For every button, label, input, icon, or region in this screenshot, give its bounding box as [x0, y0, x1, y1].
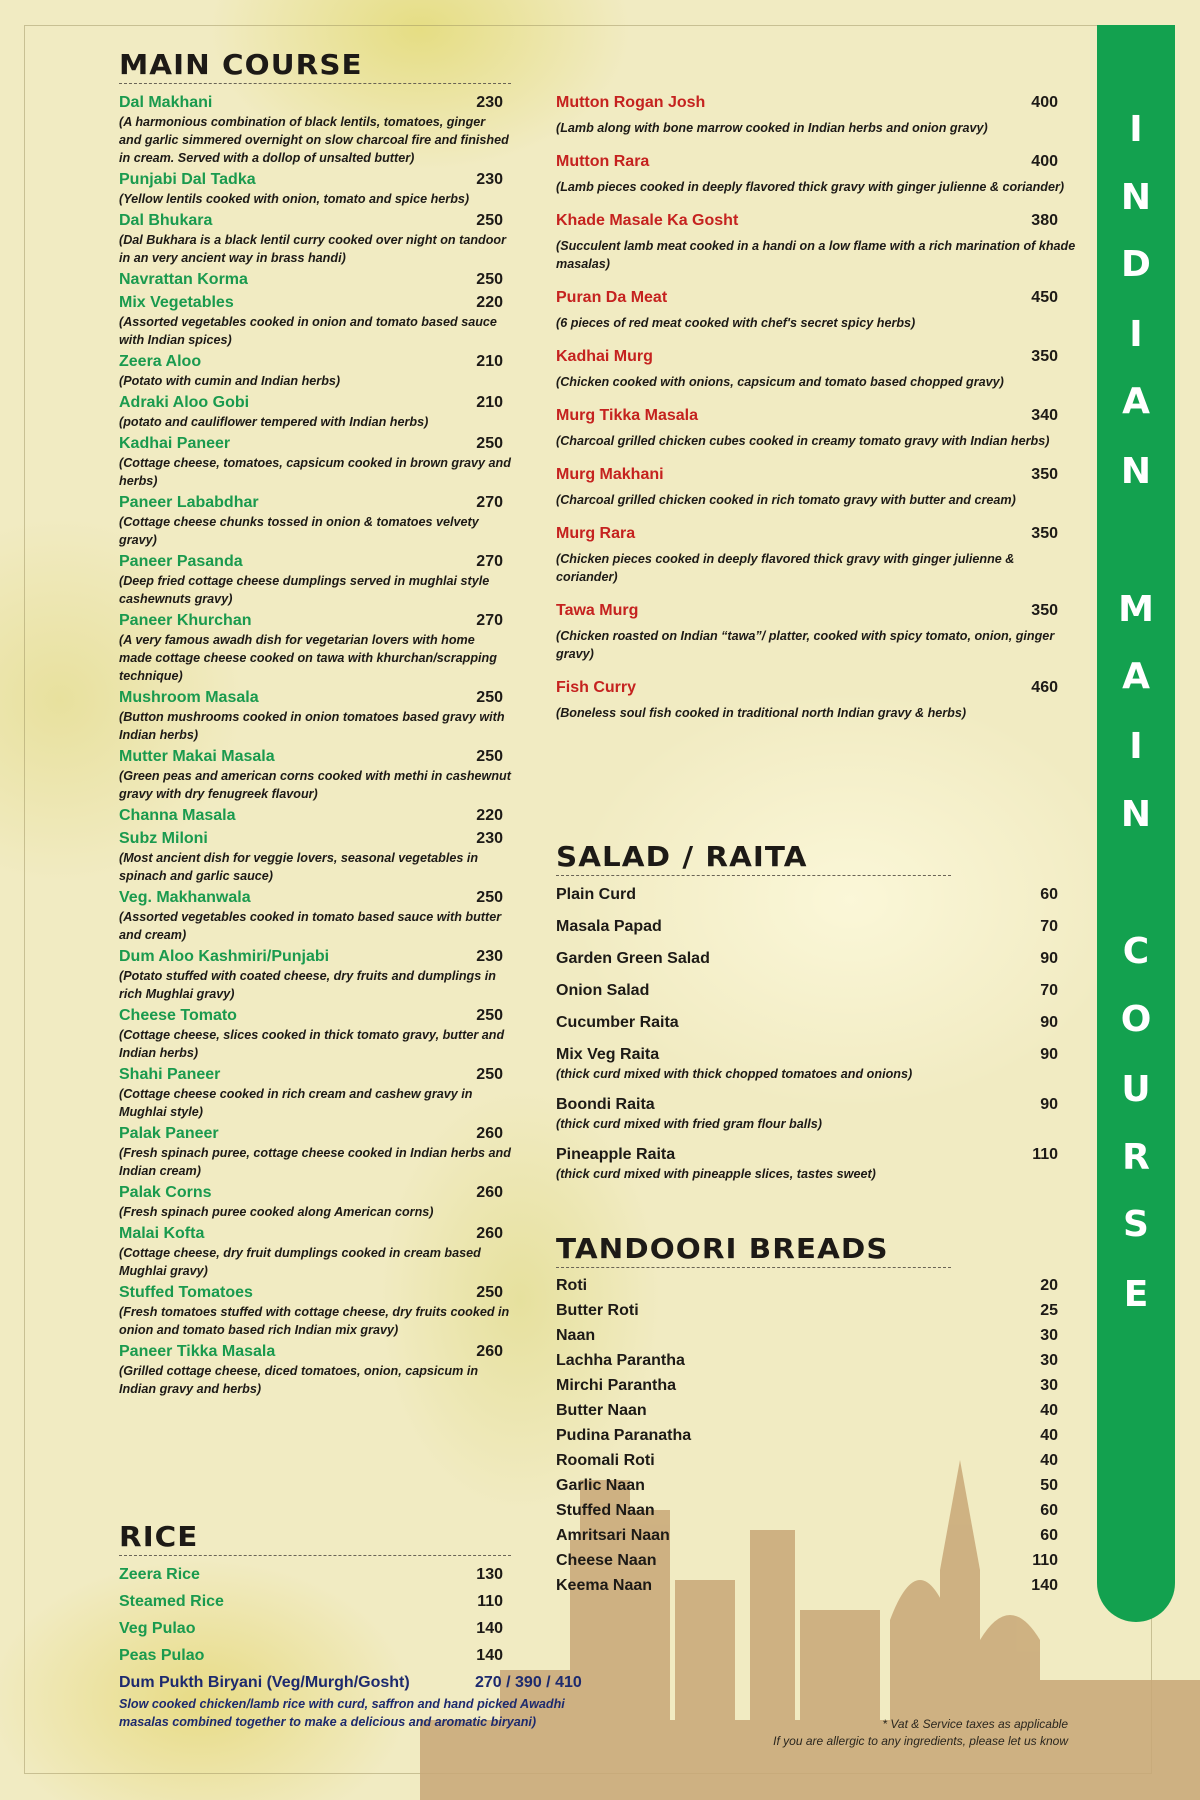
- item-name: Mushroom Masala: [119, 689, 259, 706]
- menu-item: [556, 1475, 1058, 1496]
- item-price: 40: [1040, 1452, 1058, 1469]
- menu-item: [556, 1450, 1058, 1471]
- item-name: Shahi Paneer: [119, 1066, 221, 1083]
- section-title-main-course: MAIN COURSE: [119, 48, 363, 81]
- item-price: 400: [1031, 94, 1058, 111]
- item-name: Navrattan Korma: [119, 271, 248, 288]
- item-description: (Cottage cheese chunks tossed in onion & tomatoes velvety gravy): [119, 515, 479, 547]
- item-description: (Succulent lamb meat cooked in a handi on a low flame with a rich marination of khade masalas): [556, 239, 1076, 271]
- item-price: 400: [1031, 153, 1058, 170]
- menu-item: [119, 292, 511, 349]
- item-price: 110: [1032, 1146, 1058, 1163]
- item-price: 450: [1031, 289, 1058, 306]
- item-description: (Deep fried cottage cheese dumplings served in mughlai style cashewnuts gravy): [119, 574, 490, 606]
- menu-item: [119, 351, 511, 390]
- item-price: 90: [1040, 1046, 1058, 1063]
- banner-letter: M: [1118, 589, 1154, 630]
- banner-letter: N: [1120, 177, 1152, 218]
- salad-raita-list: [556, 884, 1058, 1183]
- item-price: 30: [1040, 1377, 1058, 1394]
- menu-item: [119, 551, 511, 608]
- item-name: Mirchi Parantha: [556, 1377, 677, 1394]
- menu-item: [556, 1325, 1058, 1346]
- rice-section: [119, 1520, 582, 1731]
- item-price: 60: [1040, 1527, 1058, 1544]
- item-description: (6 pieces of red meat cooked with chef's secret spicy herbs): [556, 316, 916, 330]
- item-price: 270: [476, 612, 503, 629]
- menu-item: [119, 1282, 511, 1339]
- item-name: Mix Vegetables: [119, 294, 234, 311]
- item-description: (Cottage cheese, dry fruit dumplings cooked in cream based Mughlai gravy): [119, 1246, 481, 1278]
- item-name: Subz Miloni: [119, 830, 208, 847]
- item-name: Paneer Lababdhar: [119, 494, 259, 511]
- item-name: Paneer Tikka Masala: [119, 1343, 276, 1360]
- item-description: (Lamb along with bone marrow cooked in Indian herbs and onion gravy): [556, 121, 988, 135]
- banner-letter: N: [1120, 794, 1152, 835]
- item-name: Palak Paneer: [119, 1125, 219, 1142]
- banner-letter: O: [1120, 999, 1152, 1040]
- item-name: Butter Naan: [556, 1402, 647, 1419]
- item-name: Murg Rara: [556, 525, 636, 542]
- item-name: Khade Masale Ka Gosht: [556, 212, 739, 229]
- indian-main-course-banner: [1097, 25, 1175, 1622]
- item-name: Naan: [556, 1327, 596, 1344]
- item-description: (Grilled cottage cheese, diced tomatoes, onion, capsicum in Indian gravy and herbs): [119, 1364, 479, 1396]
- item-name: Murg Makhani: [556, 466, 664, 483]
- item-price: 40: [1040, 1427, 1058, 1444]
- menu-item: [556, 1012, 1058, 1033]
- menu-item: [119, 92, 511, 167]
- item-price: 250: [476, 1284, 503, 1301]
- banner-letter: R: [1122, 1137, 1150, 1178]
- item-price: 70: [1040, 918, 1058, 935]
- item-name: Steamed Rice: [119, 1593, 224, 1610]
- item-price: 350: [1031, 466, 1058, 483]
- item-description: (Lamb pieces cooked in deeply flavored thick gravy with ginger julienne & coriander): [556, 180, 1065, 194]
- item-price: 50: [1040, 1477, 1058, 1494]
- section-divider: [119, 83, 511, 84]
- item-description: (A very famous awadh dish for vegetarian lovers with home made cottage cheese cooked on tawa with khurchan/scrapping technique): [119, 633, 497, 683]
- item-name: Lachha Parantha: [556, 1352, 685, 1369]
- item-price: 260: [476, 1125, 503, 1142]
- item-price: 270 / 390 / 410: [475, 1674, 582, 1691]
- item-name: Stuffed Tomatoes: [119, 1284, 253, 1301]
- item-price: 250: [476, 889, 503, 906]
- item-price: 140: [476, 1620, 503, 1637]
- menu-item: [556, 523, 1058, 586]
- item-price: 250: [476, 748, 503, 765]
- item-price: 90: [1040, 1014, 1058, 1031]
- item-description: (Yellow lentils cooked with onion, tomato and spice herbs): [119, 192, 470, 206]
- item-description: (Boneless soul fish cooked in traditional north Indian gravy & herbs): [556, 706, 967, 720]
- item-price: 230: [476, 830, 503, 847]
- veg-dish-list: [119, 92, 511, 1398]
- tandoori-breads-section: [556, 1232, 1058, 1600]
- item-description: (Most ancient dish for veggie lovers, seasonal vegetables in spinach and garlic sauce): [119, 851, 479, 883]
- item-description: (potato and cauliflower tempered with Indian herbs): [119, 415, 429, 429]
- item-name: Dal Bhukara: [119, 212, 213, 229]
- item-price: 460: [1031, 679, 1058, 696]
- menu-item: [556, 1350, 1058, 1371]
- item-name: Mutton Rara: [556, 153, 650, 170]
- section-divider: [556, 1267, 951, 1268]
- menu-item: [556, 1575, 1058, 1596]
- menu-item: [556, 1550, 1058, 1571]
- item-name: Palak Corns: [119, 1184, 212, 1201]
- item-price: 140: [476, 1647, 503, 1664]
- item-price: 250: [476, 1066, 503, 1083]
- item-price: 350: [1031, 525, 1058, 542]
- item-name: Amritsari Naan: [556, 1527, 670, 1544]
- item-price: 60: [1040, 1502, 1058, 1519]
- nonveg-dish-list: [556, 92, 1076, 722]
- item-name: Paneer Pasanda: [119, 553, 243, 570]
- item-name: Cheese Tomato: [119, 1007, 237, 1024]
- item-name: Roti: [556, 1277, 588, 1294]
- item-name: Adraki Aloo Gobi: [119, 394, 250, 411]
- menu-item: [119, 1123, 511, 1180]
- menu-item: [556, 1144, 1058, 1183]
- banner-letter: D: [1121, 244, 1151, 285]
- item-name: Garden Green Salad: [556, 950, 710, 967]
- item-name: Zeera Aloo: [119, 353, 202, 370]
- banner-letter: E: [1123, 1274, 1149, 1315]
- item-price: 220: [476, 807, 503, 824]
- item-description: (Button mushrooms cooked in onion tomatoes based gravy with Indian herbs): [119, 710, 505, 742]
- menu-item: [556, 92, 1058, 137]
- menu-item: [119, 1645, 511, 1666]
- banner-letter: N: [1120, 451, 1152, 492]
- menu-item: [119, 805, 511, 826]
- banner-letter: I: [1129, 314, 1143, 355]
- item-name: Mutter Makai Masala: [119, 748, 275, 765]
- item-name: Dal Makhani: [119, 94, 213, 111]
- item-name: Fish Curry: [556, 679, 637, 696]
- item-price: 350: [1031, 602, 1058, 619]
- item-description: (thick curd mixed with fried gram flour balls): [556, 1117, 822, 1131]
- item-description: (Chicken roasted on Indian “tawa”/ platter, cooked with spicy tomato, onion, ginger gravy): [556, 629, 1055, 661]
- item-name: Malai Kofta: [119, 1225, 205, 1242]
- item-description: (Fresh spinach puree, cottage cheese cooked in Indian herbs and Indian cream): [119, 1146, 511, 1178]
- item-description: (Charcoal grilled chicken cooked in rich tomato gravy with butter and cream): [556, 493, 1016, 507]
- item-description: (Chicken cooked with onions, capsicum and tomato based chopped gravy): [556, 375, 1004, 389]
- item-description: Slow cooked chicken/lamb rice with curd, saffron and hand picked Awadhi masalas combined together to make a delicious and aromatic biryani): [119, 1697, 565, 1729]
- item-name: Cheese Naan: [556, 1552, 657, 1569]
- item-name: Murg Tikka Masala: [556, 407, 698, 424]
- item-name: Tawa Murg: [556, 602, 639, 619]
- item-price: 70: [1040, 982, 1058, 999]
- item-price: 380: [1031, 212, 1058, 229]
- menu-item: [119, 1591, 511, 1612]
- item-price: 250: [476, 689, 503, 706]
- menu-item: [119, 1223, 511, 1280]
- menu-item: [119, 392, 511, 431]
- item-price: 210: [476, 394, 503, 411]
- item-description: (Green peas and american corns cooked with methi in cashewnut gravy with dry fenugreek flavour): [119, 769, 511, 801]
- banner-letter: C: [1122, 931, 1150, 972]
- menu-item: [556, 287, 1058, 332]
- item-price: 250: [476, 271, 503, 288]
- menu-item: [119, 1005, 511, 1062]
- menu-item: [119, 946, 511, 1003]
- item-name: Zeera Rice: [119, 1566, 200, 1583]
- item-description: (Fresh spinach puree cooked along American corns): [119, 1205, 434, 1219]
- item-name: Puran Da Meat: [556, 289, 668, 306]
- item-price: 260: [476, 1343, 503, 1360]
- item-name: Pudina Paranatha: [556, 1427, 692, 1444]
- section-divider: [119, 1555, 511, 1556]
- banner-letter: I: [1129, 109, 1143, 150]
- item-price: 230: [476, 171, 503, 188]
- item-price: 230: [476, 94, 503, 111]
- allergy-note: If you are allergic to any ingredients, please let us know: [773, 1734, 1068, 1748]
- menu-item: [556, 464, 1058, 509]
- item-name: Keema Naan: [556, 1577, 653, 1594]
- menu-item: [119, 1564, 511, 1585]
- item-name: Dum Pukth Biryani (Veg/Murgh/Gosht): [119, 1674, 410, 1691]
- section-title-tandoori-breads: TANDOORI BREADS: [556, 1232, 889, 1265]
- item-description: (Cottage cheese, tomatoes, capsicum cooked in brown gravy and herbs): [119, 456, 511, 488]
- item-description: (thick curd mixed with pineapple slices, tastes sweet): [556, 1167, 876, 1181]
- item-price: 30: [1040, 1352, 1058, 1369]
- menu-item: [556, 1094, 1058, 1133]
- item-description: (Charcoal grilled chicken cubes cooked in creamy tomato gravy with Indian herbs): [556, 434, 1050, 448]
- item-description: (Dal Bukhara is a black lentil curry cooked over night on tandoor in an very ancient way in brass handi): [119, 233, 506, 265]
- item-price: 260: [476, 1225, 503, 1242]
- banner-letter: A: [1122, 381, 1150, 422]
- main-course-section: [119, 48, 511, 1398]
- item-description: (Potato with cumin and Indian herbs): [119, 374, 341, 388]
- item-name: Dum Aloo Kashmiri/Punjabi: [119, 948, 330, 965]
- section-divider: [556, 875, 951, 876]
- item-name: Butter Roti: [556, 1302, 639, 1319]
- menu-item: [556, 151, 1065, 196]
- item-price: 130: [476, 1566, 503, 1583]
- menu-item: [556, 884, 1058, 905]
- item-description: (Assorted vegetables cooked in onion and tomato based sauce with Indian spices): [119, 315, 497, 347]
- item-description: (A harmonious combination of black lentils, tomatoes, ginger and garlic simmered overnight on slow charcoal fire and finished in cream. Served with a dollop of unsalted butter): [119, 115, 509, 165]
- menu-item: [556, 1044, 1058, 1083]
- menu-item: [119, 1618, 511, 1639]
- section-title-salad-raita: SALAD / RAITA: [556, 840, 808, 873]
- item-price: 210: [476, 353, 503, 370]
- menu-item: [556, 1300, 1058, 1321]
- menu-item: [556, 1525, 1058, 1546]
- item-price: 140: [1031, 1577, 1058, 1594]
- item-name: Kadhai Paneer: [119, 435, 231, 452]
- rice-list: [119, 1564, 511, 1666]
- right-column: [556, 92, 1076, 1594]
- item-name: Cucumber Raita: [556, 1014, 679, 1031]
- menu-item: [119, 1341, 511, 1398]
- item-description: (Fresh tomatoes stuffed with cottage cheese, dry fruits cooked in onion and tomato based rich Indian mix gravy): [119, 1305, 510, 1337]
- item-name: Garlic Naan: [556, 1477, 645, 1494]
- item-name: Stuffed Naan: [556, 1502, 655, 1519]
- menu-item: [556, 916, 1058, 937]
- item-name: Veg Pulao: [119, 1620, 196, 1637]
- banner-letter: U: [1121, 1069, 1151, 1110]
- item-description: (Chicken pieces cooked in deeply flavored thick gravy with ginger julienne & coriander): [556, 552, 1015, 584]
- item-price: 230: [476, 948, 503, 965]
- menu-item: [119, 492, 511, 549]
- menu-item: [556, 1400, 1058, 1421]
- item-price: 60: [1040, 886, 1058, 903]
- item-name: Boondi Raita: [556, 1096, 655, 1113]
- item-name: Mutton Rogan Josh: [556, 94, 706, 111]
- menu-item: [556, 600, 1058, 663]
- menu-item: [119, 687, 511, 744]
- menu-item: [556, 948, 1058, 969]
- menu-item: [119, 887, 511, 944]
- item-description: (Assorted vegetables cooked in tomato based sauce with butter and cream): [119, 910, 502, 942]
- menu-item: [119, 433, 511, 490]
- section-title-rice: RICE: [119, 1520, 199, 1553]
- item-name: Channa Masala: [119, 807, 236, 824]
- item-name: Mix Veg Raita: [556, 1046, 660, 1063]
- item-price: 220: [476, 294, 503, 311]
- item-description: (Cottage cheese, slices cooked in thick tomato gravy, butter and Indian herbs): [119, 1028, 505, 1060]
- item-price: 250: [476, 435, 503, 452]
- menu-item: [556, 210, 1076, 273]
- banner-letter: I: [1129, 726, 1143, 767]
- menu-item: [119, 828, 511, 885]
- item-price: 90: [1040, 950, 1058, 967]
- item-price: 90: [1040, 1096, 1058, 1113]
- menu-item: [119, 269, 511, 290]
- menu-item: [556, 1275, 1058, 1296]
- item-name: Roomali Roti: [556, 1452, 655, 1469]
- item-price: 110: [1032, 1552, 1058, 1569]
- item-price: 250: [476, 212, 503, 229]
- tandoori-breads-list: [556, 1275, 1058, 1596]
- menu-item: [119, 610, 511, 685]
- menu-item: [556, 1375, 1058, 1396]
- biryani-item: [119, 1672, 599, 1731]
- item-name: Masala Papad: [556, 918, 662, 935]
- menu-item: [556, 405, 1058, 450]
- item-price: 260: [476, 1184, 503, 1201]
- menu-item: [119, 1064, 511, 1121]
- item-price: 30: [1040, 1327, 1058, 1344]
- item-description: (thick curd mixed with thick chopped tomatoes and onions): [556, 1067, 913, 1081]
- item-name: Paneer Khurchan: [119, 612, 252, 629]
- item-name: Plain Curd: [556, 886, 637, 903]
- salad-raita-section: [556, 840, 1058, 1194]
- item-price: 20: [1040, 1277, 1058, 1294]
- menu-item: [556, 980, 1058, 1001]
- menu-item: [556, 677, 1058, 722]
- item-price: 40: [1040, 1402, 1058, 1419]
- item-price: 270: [476, 553, 503, 570]
- item-price: 350: [1031, 348, 1058, 365]
- menu-item: [556, 346, 1058, 391]
- item-name: Veg. Makhanwala: [119, 889, 251, 906]
- menu-item: [119, 169, 511, 208]
- item-price: 110: [477, 1593, 503, 1610]
- item-price: 340: [1031, 407, 1058, 424]
- item-price: 25: [1040, 1302, 1058, 1319]
- tax-note: * Vat & Service taxes as applicable: [882, 1717, 1068, 1731]
- item-name: Kadhai Murg: [556, 348, 653, 365]
- menu-item: [119, 210, 511, 267]
- banner-letter: S: [1123, 1204, 1149, 1245]
- item-name: Peas Pulao: [119, 1647, 205, 1664]
- item-price: 250: [476, 1007, 503, 1024]
- item-description: (Potato stuffed with coated cheese, dry fruits and dumplings in rich Mughlai gravy): [119, 969, 496, 1001]
- item-name: Onion Salad: [556, 982, 650, 999]
- item-description: (Cottage cheese cooked in rich cream and cashew gravy in Mughlai style): [119, 1087, 473, 1119]
- item-price: 270: [476, 494, 503, 511]
- item-name: Punjabi Dal Tadka: [119, 171, 256, 188]
- menu-item: [556, 1500, 1058, 1521]
- banner-letter: A: [1122, 656, 1150, 697]
- item-name: Pineapple Raita: [556, 1146, 676, 1163]
- menu-item: [556, 1425, 1058, 1446]
- menu-item: [119, 1182, 511, 1221]
- menu-item: [119, 746, 511, 803]
